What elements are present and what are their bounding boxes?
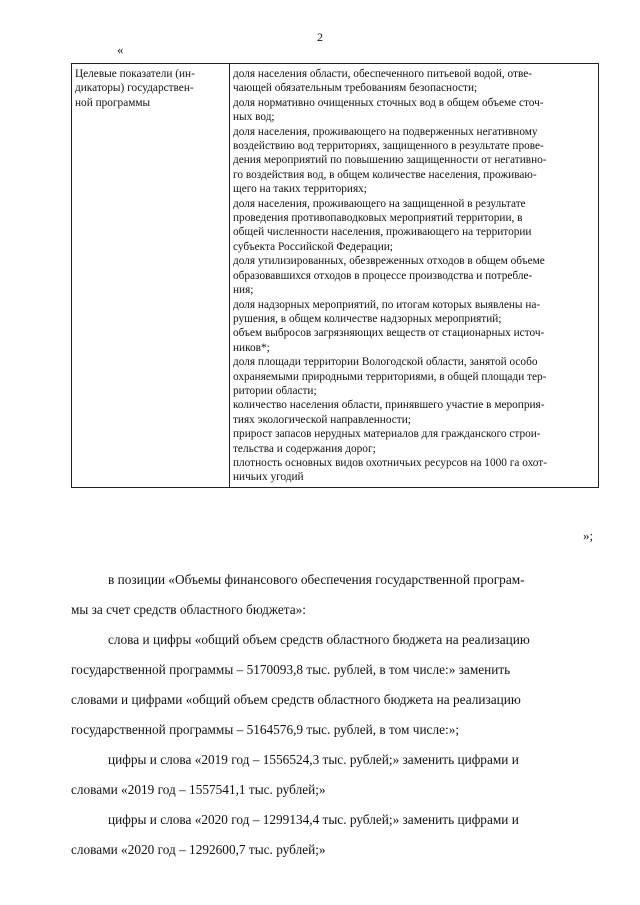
paragraph-line: цифры и слова «2019 год – 1556524,3 тыс. рублей;» заменить цифрами и xyxy=(108,752,519,767)
value-line: щего на таких территориях; xyxy=(233,183,367,196)
value-line: объем выбросов загрязняющих веществ от стационарных источ- xyxy=(233,327,545,340)
paragraph-line: словами и цифрами «общий объем средств областного бюджета на реализацию xyxy=(71,692,521,707)
value-line: воздействию вод территориях, защищенного в результате прове- xyxy=(233,140,544,153)
value-line: доля населения, проживающего на подверженных негативному xyxy=(233,125,538,138)
label-line: ной программы xyxy=(75,96,151,109)
label-line: Целевые показатели (ин- xyxy=(75,68,195,80)
paragraph-line: словами «2020 год – 1292600,7 тыс. рублей;» xyxy=(71,842,326,857)
value-line: ничьих угодий xyxy=(233,471,304,484)
value-line: доля площади территории Вологодской области, занятой особо xyxy=(233,356,538,369)
value-line: ния; xyxy=(233,284,254,297)
value-cell xyxy=(230,64,599,488)
value-line: общей численности населения, проживающего на территории xyxy=(233,226,532,239)
value-line: проведения противопаводковых мероприятий территории, в xyxy=(233,212,523,225)
paragraph-line: государственной программы – 5170093,8 тыс. рублей, в том числе:» заменить xyxy=(71,662,511,677)
paragraph-line: в позиции «Объемы финансового обеспечения государственной програм- xyxy=(108,572,525,587)
value-line: плотность основных видов охотничьих ресурсов на 1000 га охот- xyxy=(233,456,547,469)
paragraph-line: мы за счет средств областного бюджета»: xyxy=(71,602,306,617)
value-line: прирост запасов нерудных материалов для гражданского строи- xyxy=(233,428,541,441)
value-line: дения мероприятий по повышению защищенности от негативно- xyxy=(233,154,547,167)
indicators-table xyxy=(71,63,599,488)
page-number: 2 xyxy=(317,30,323,44)
label-line: дикаторы) государствен- xyxy=(75,82,194,95)
value-line: субъекта Российской Федерации; xyxy=(233,240,393,253)
value-line: доля населения, проживающего на защищенной в результате xyxy=(233,197,526,210)
value-line: рушения, в общем количестве надзорных мероприятий; xyxy=(233,312,502,325)
value-line: го воздействия вод, в общем количестве населения, проживаю- xyxy=(233,168,537,181)
value-line: тельства и содержания дорог; xyxy=(233,442,376,455)
table-row xyxy=(72,64,599,488)
value-line: образовавшихся отходов в процессе производства и потребле- xyxy=(233,269,533,282)
value-line: ритории области; xyxy=(233,384,317,397)
opening-quote: « xyxy=(117,42,124,57)
paragraph-line: цифры и слова «2020 год – 1299134,4 тыс. рублей;» заменить цифрами и xyxy=(108,812,519,827)
value-line: охраняемыми природными территориями, в общей площади тер- xyxy=(233,370,547,383)
paragraph-line: государственной программы – 5164576,9 тыс. рублей, в том числе:»; xyxy=(71,722,460,737)
paragraph-line: словами «2019 год – 1557541,1 тыс. рублей;» xyxy=(71,782,326,797)
value-line: чающей обязательным требованиям безопасности; xyxy=(233,82,478,95)
value-line: ников*; xyxy=(233,341,270,354)
paragraph-line: слова и цифры «общий объем средств областного бюджета на реализацию xyxy=(108,632,530,647)
closing-quote: »; xyxy=(583,528,594,543)
value-line: ных вод; xyxy=(233,111,275,124)
value-line: доля населения области, обеспеченного питьевой водой, отве- xyxy=(233,68,533,80)
value-line: доля нормативно очищенных сточных вод в общем объеме сточ- xyxy=(233,96,544,109)
value-line: тиях экологической направленности; xyxy=(233,413,411,426)
value-line: доля надзорных мероприятий, по итогам которых выявлены на- xyxy=(233,298,541,311)
value-line: количество населения области, принявшего участие в мероприя- xyxy=(233,399,545,412)
label-cell xyxy=(72,64,230,488)
value-line: доля утилизированных, обезвреженных отходов в общем объеме xyxy=(233,255,545,268)
